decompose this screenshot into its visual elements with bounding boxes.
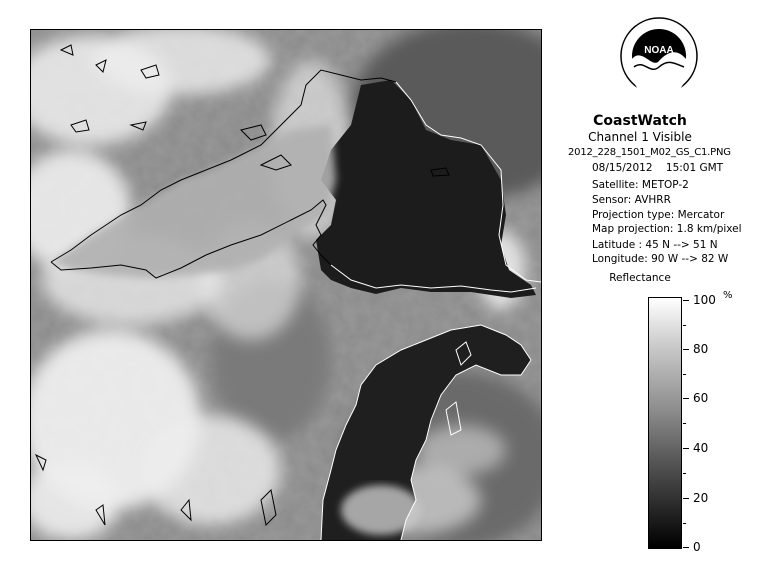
minor-tick [683, 374, 686, 375]
date-time [592, 162, 723, 174]
date-value: 08/15/2012 [592, 162, 653, 174]
noaa-logo [620, 17, 698, 95]
sensor-info: Sensor: AVHRR [592, 194, 671, 206]
reflectance-colorbar [648, 297, 682, 549]
tick-60 [683, 398, 689, 399]
brand-title: CoastWatch [593, 113, 687, 129]
tick-label-20: 20 [693, 491, 709, 505]
minor-tick [683, 423, 686, 424]
minor-tick [683, 473, 686, 474]
tick-label-80: 80 [693, 342, 709, 356]
tick-0 [683, 547, 689, 548]
latitude-range: Latitude : 45 N --> 51 N [592, 239, 718, 251]
projection-type-info: Projection type: Mercator [592, 209, 725, 221]
tick-40 [683, 448, 689, 449]
file-name: 2012_228_1501_M02_GS_C1.PNG [568, 147, 731, 158]
tick-label-100: 100 [693, 293, 716, 307]
tick-20 [683, 498, 689, 499]
channel-label: Channel 1 Visible [588, 130, 692, 144]
satellite-info: Satellite: METOP-2 [592, 179, 689, 191]
longitude-range: Longitude: 90 W --> 82 W [592, 253, 729, 265]
svg-text:NOAA: NOAA [644, 45, 674, 56]
minor-tick [683, 325, 686, 326]
tick-label-0: 0 [693, 540, 701, 554]
legend-unit: % [723, 290, 733, 301]
tick-label-40: 40 [693, 441, 709, 455]
map-projection-info: Map projection: 1.8 km/pixel [592, 223, 742, 235]
legend-title: Reflectance [609, 272, 671, 284]
minor-tick [683, 523, 686, 524]
tick-80 [683, 349, 689, 350]
satellite-image-map [30, 29, 542, 541]
tick-label-60: 60 [693, 391, 709, 405]
time-value: 15:01 GMT [665, 162, 724, 174]
tick-100 [683, 300, 689, 301]
